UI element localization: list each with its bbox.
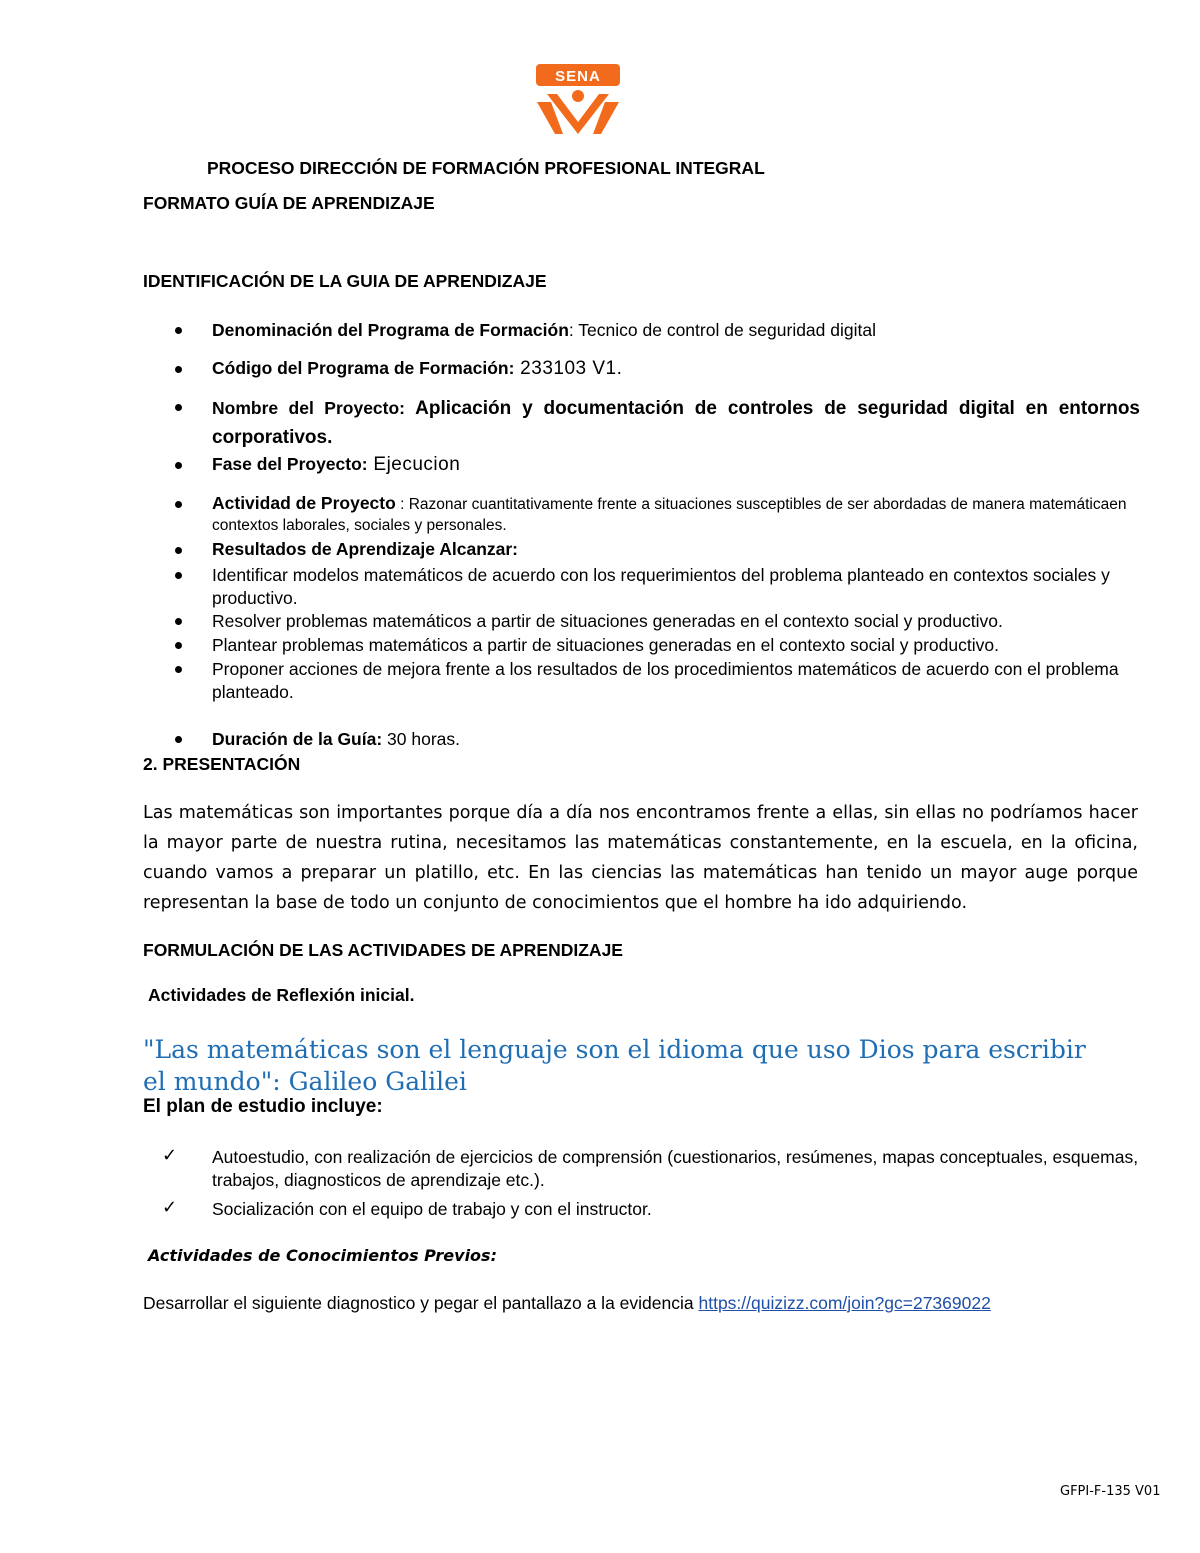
result-item-3: Plantear problemas matemáticos a partir de situaciones generadas en el contexto social y productivo. bbox=[212, 635, 999, 655]
duration-item bbox=[212, 728, 1140, 751]
bullet-icon bbox=[175, 572, 182, 579]
presentation-heading: 2. PRESENTACIÓN bbox=[143, 754, 301, 774]
program-item bbox=[212, 319, 1140, 342]
plan-item-2: Socialización con el equipo de trabajo y con el instructor. bbox=[212, 1199, 652, 1219]
format-title: FORMATO GUÍA DE APRENDIZAJE bbox=[143, 193, 435, 213]
identification-heading: IDENTIFICACIÓN DE LA GUIA DE APRENDIZAJE bbox=[143, 271, 547, 291]
code-label: Código del Programa de Formación: bbox=[212, 358, 515, 378]
phase-value: Ejecucion bbox=[367, 454, 461, 475]
sena-logo bbox=[533, 62, 623, 134]
checkmark-icon: ✓ bbox=[162, 1145, 178, 1165]
study-plan-heading: El plan de estudio incluye: bbox=[143, 1096, 383, 1117]
process-title: PROCESO DIRECCIÓN DE FORMACIÓN PROFESIONAL INTEGRAL bbox=[207, 158, 765, 178]
result-item-2: Resolver problemas matemáticos a partir de situaciones generadas en el contexto social y productivo. bbox=[212, 611, 1003, 631]
checkmark-icon: ✓ bbox=[162, 1197, 178, 1217]
bullet-icon bbox=[175, 404, 182, 411]
bullet-icon bbox=[175, 736, 182, 743]
galileo-quote: "Las matemáticas son el lenguaje son el idioma que uso Dios para escribir el mundo": Galileo Galilei bbox=[143, 1035, 1086, 1096]
instruction-text: Desarrollar el siguiente diagnostico y pegar el pantallazo a la evidencia bbox=[143, 1293, 699, 1313]
activities-heading: FORMULACIÓN DE LAS ACTIVIDADES DE APRENDIZAJE bbox=[143, 940, 623, 960]
form-code: GFPI-F-135 V01 bbox=[1060, 1484, 1161, 1499]
bullet-icon bbox=[175, 642, 182, 649]
phase-item bbox=[212, 453, 1140, 476]
activity-label: Actividad de Proyecto bbox=[212, 493, 396, 513]
presentation-text: Las matemáticas son importantes porque día a día nos encontramos frente a ellas, sin ellas no podríamos hacer la mayor parte de nuestra rutina, necesitamos las matemáticas constantemente, en la escuela, en la oficina, cuando vamos a preparar un platillo, etc. En las ciencias las matemáticas han tenido un mayor auge porque representan la base de todo un conjunto de conocimientos que el hombre ha ido adquiriendo. bbox=[143, 803, 1138, 913]
bullet-icon bbox=[175, 547, 182, 554]
bullet-icon bbox=[175, 366, 182, 373]
code-value: 233103 V1. bbox=[514, 358, 623, 379]
bullet-icon bbox=[175, 462, 182, 469]
activity-item bbox=[212, 493, 1140, 536]
duration-value: 30 horas. bbox=[382, 729, 461, 749]
project-item bbox=[212, 394, 1140, 452]
program-label: Denominación del Programa de Formación bbox=[212, 320, 569, 340]
bullet-icon bbox=[175, 501, 182, 508]
phase-label: Fase del Proyecto: bbox=[212, 454, 368, 474]
project-label: Nombre del Proyecto: bbox=[212, 398, 406, 418]
code-item bbox=[212, 357, 1140, 380]
duration-label: Duración de la Guía: bbox=[212, 729, 383, 749]
bullet-icon bbox=[175, 666, 182, 673]
program-value: : Tecnico de control de seguridad digital bbox=[568, 320, 876, 340]
activity-value: : Razonar cuantitativamente frente a situaciones susceptibles de ser abordadas de manera matemáticaen contextos laborales, sociales y personales. bbox=[212, 496, 1127, 534]
quizizz-link[interactable]: https://quizizz.com/join?gc=27369022 bbox=[698, 1293, 991, 1313]
prior-knowledge-heading: Actividades de Conocimientos Previos: bbox=[148, 1246, 497, 1265]
plan-item-1: Autoestudio, con realización de ejercicios de comprensión (cuestionarios, resúmenes, mapas conceptuales, esquemas, trabajos, diagnosticos de aprendizaje etc.). bbox=[212, 1147, 1139, 1190]
bullet-icon bbox=[175, 327, 182, 334]
result-item-1: Identificar modelos matemáticos de acuerdo con los requerimientos del problema planteado en contextos sociales y productivo. bbox=[212, 565, 1110, 608]
bullet-icon bbox=[175, 618, 182, 625]
diagnostic-instruction bbox=[143, 1293, 991, 1314]
reflection-heading: Actividades de Reflexión inicial. bbox=[148, 985, 415, 1005]
results-heading: Resultados de Aprendizaje Alcanzar: bbox=[212, 539, 519, 559]
result-item-4: Proponer acciones de mejora frente a los resultados de los procedimientos matemáticos de acuerdo con el problema planteado. bbox=[212, 659, 1119, 702]
project-value: Aplicación y documentación de controles de seguridad digital en entornos corporativos. bbox=[212, 398, 1140, 448]
sena-logo-text: SENA bbox=[555, 68, 601, 85]
